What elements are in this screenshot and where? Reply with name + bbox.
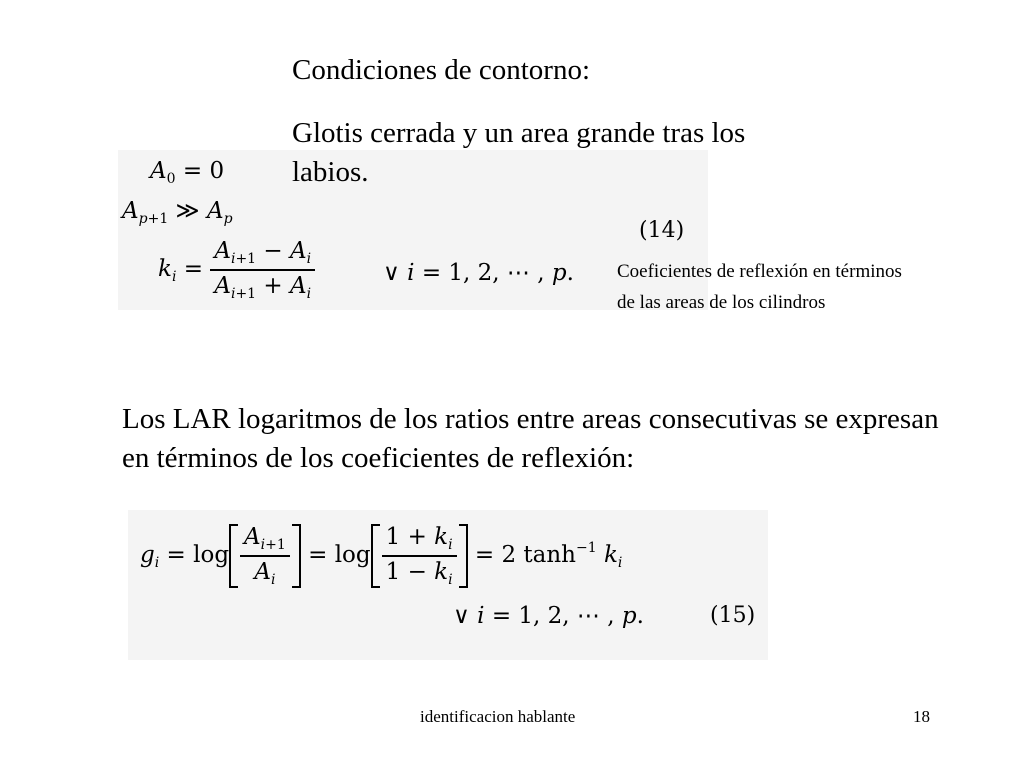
fraction-k-ratio: $\frac{1 + k_i}{1 - k_i}$	[382, 524, 457, 588]
equation-forall-14: ∨ i = 1, 2, ⋯ , p.	[383, 260, 574, 286]
fraction-ki: $\frac{A_{i+1} - A_i}{A_{i+1} + A_i}$	[210, 238, 315, 302]
equation-image-15	[128, 510, 768, 660]
equation-forall-15: ∨ i = 1, 2, ⋯ , p.	[453, 603, 644, 629]
slide-heading: Condiciones de contorno:	[292, 54, 591, 86]
equation-gi: $g_i = \log$ $\frac{A_{i+1}}{A_i}$ = log $\frac{1 + k_i}{1 - k_i}$ = 2 $\tanh^{-1} k_i$	[140, 524, 623, 588]
equation-label-15: (15)	[710, 603, 756, 628]
body-paragraph: Los LAR logaritmos de los ratios entre areas consecutivas se expresan en términos de los coeficientes de reflexión:	[122, 403, 939, 474]
slide-subheading: Glotis cerrada y un area grande tras los labios.	[292, 117, 746, 188]
equation-a0: $A_0 = 0$	[150, 158, 225, 187]
fraction-area-ratio: $\frac{A_{i+1}}{A_i}$	[240, 524, 290, 588]
footer-title: identificacion hablante	[420, 707, 576, 726]
equation-label-14: (14)	[639, 218, 685, 243]
equation-note: Coeficientes de reflexión en términos de las areas de los cilindros	[617, 261, 902, 313]
equation-ap1: $A_{p+1}$ ≫ $A_p$	[122, 198, 233, 227]
page-number: 18	[913, 707, 930, 726]
equation-ki: $k_i$ = $\frac{A_{i+1} - A_i}{A_{i+1} + A_i}$	[158, 238, 315, 302]
